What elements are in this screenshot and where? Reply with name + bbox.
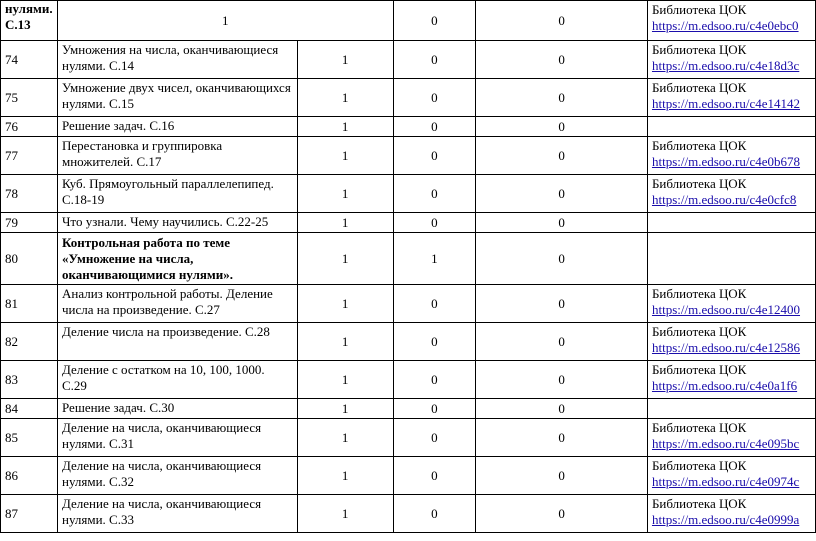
resource-link[interactable]: https://m.edsoo.ru/c4e12586 xyxy=(651,340,801,355)
hours-total: 1 xyxy=(57,1,393,41)
resource-link[interactable]: https://m.edsoo.ru/c4e095bc xyxy=(651,436,800,451)
table-row xyxy=(1,41,816,79)
resource-cell xyxy=(647,361,815,399)
hours-control: 0 xyxy=(393,175,476,213)
hours-total: 1 xyxy=(297,495,393,533)
hours-control: 0 xyxy=(393,213,476,233)
resource-label: Библиотека ЦОК xyxy=(651,2,747,17)
lesson-title: Решение задач. С.16 xyxy=(57,117,297,137)
hours-total: 1 xyxy=(297,233,393,285)
resource-label: Библиотека ЦОК xyxy=(651,324,747,339)
table-row xyxy=(1,175,816,213)
hours-practice: 0 xyxy=(476,419,648,457)
resource-cell xyxy=(647,495,815,533)
hours-total: 1 xyxy=(297,79,393,117)
row-number: 86 xyxy=(1,457,58,495)
hours-control: 0 xyxy=(393,117,476,137)
hours-total: 1 xyxy=(297,213,393,233)
hours-practice: 0 xyxy=(476,175,648,213)
hours-practice: 0 xyxy=(476,1,648,41)
resource-cell xyxy=(647,137,815,175)
resource-link[interactable]: https://m.edsoo.ru/c4e0cfc8 xyxy=(651,192,797,207)
lesson-title: Перестановка и группировка множителей. С.17 xyxy=(57,137,297,175)
resource-label: Библиотека ЦОК xyxy=(651,80,747,95)
table-row xyxy=(1,399,816,419)
table-row xyxy=(1,213,816,233)
hours-practice: 0 xyxy=(476,79,648,117)
table-row xyxy=(1,137,816,175)
resource-label: Библиотека ЦОК xyxy=(651,420,747,435)
resource-link[interactable]: https://m.edsoo.ru/c4e12400 xyxy=(651,302,801,317)
hours-control: 0 xyxy=(393,285,476,323)
row-number: нулями. С.13 xyxy=(1,1,58,41)
table-row xyxy=(1,457,816,495)
row-number: 87 xyxy=(1,495,58,533)
lesson-title: Контрольная работа по теме «Умножение на числа, оканчивающимися нулями». xyxy=(57,233,297,285)
resource-cell xyxy=(647,213,815,233)
hours-practice: 0 xyxy=(476,323,648,361)
resource-cell xyxy=(647,175,815,213)
lesson-title: Деление с остатком на 10, 100, 1000. С.29 xyxy=(57,361,297,399)
hours-total: 1 xyxy=(297,361,393,399)
resource-label: Библиотека ЦОК xyxy=(651,458,747,473)
hours-control: 0 xyxy=(393,79,476,117)
lesson-title: Умножение двух чисел, оканчивающихся нулями. С.15 xyxy=(57,79,297,117)
hours-total: 1 xyxy=(297,137,393,175)
hours-total: 1 xyxy=(297,175,393,213)
resource-label: Библиотека ЦОК xyxy=(651,138,747,153)
resource-cell xyxy=(647,323,815,361)
row-number: 78 xyxy=(1,175,58,213)
resource-label: Библиотека ЦОК xyxy=(651,362,747,377)
lesson-title: Деление на числа, оканчивающиеся нулями. С.33 xyxy=(57,495,297,533)
hours-total: 1 xyxy=(297,323,393,361)
row-number: 74 xyxy=(1,41,58,79)
hours-total: 1 xyxy=(297,457,393,495)
hours-control: 0 xyxy=(393,457,476,495)
hours-total: 1 xyxy=(297,419,393,457)
hours-control: 0 xyxy=(393,1,476,41)
resource-cell xyxy=(647,233,815,285)
resource-link[interactable]: https://m.edsoo.ru/c4e18d3c xyxy=(651,58,800,73)
row-number: 75 xyxy=(1,79,58,117)
table-row xyxy=(1,361,816,399)
resource-link[interactable]: https://m.edsoo.ru/c4e0974c xyxy=(651,474,800,489)
hours-practice: 0 xyxy=(476,457,648,495)
row-number: 76 xyxy=(1,117,58,137)
hours-practice: 0 xyxy=(476,137,648,175)
hours-total: 1 xyxy=(297,41,393,79)
table-row xyxy=(1,1,816,41)
hours-practice: 0 xyxy=(476,41,648,79)
hours-practice: 0 xyxy=(476,495,648,533)
lesson-title: Что узнали. Чему научились. С.22-25 xyxy=(57,213,297,233)
resource-link[interactable]: https://m.edsoo.ru/c4e0999a xyxy=(651,512,800,527)
hours-practice: 0 xyxy=(476,361,648,399)
hours-control: 0 xyxy=(393,361,476,399)
row-number: 79 xyxy=(1,213,58,233)
row-number: 84 xyxy=(1,399,58,419)
table-row xyxy=(1,233,816,285)
row-number: 80 xyxy=(1,233,58,285)
table-row xyxy=(1,117,816,137)
resource-link[interactable]: https://m.edsoo.ru/c4e0a1f6 xyxy=(651,378,798,393)
row-number: 82 xyxy=(1,323,58,361)
hours-practice: 0 xyxy=(476,213,648,233)
row-number: 81 xyxy=(1,285,58,323)
resource-label: Библиотека ЦОК xyxy=(651,286,747,301)
table-row xyxy=(1,79,816,117)
lesson-title: Деление на числа, оканчивающиеся нулями. С.31 xyxy=(57,419,297,457)
resource-link[interactable]: https://m.edsoo.ru/c4e0b678 xyxy=(651,154,801,169)
hours-control: 0 xyxy=(393,399,476,419)
resource-cell xyxy=(647,117,815,137)
resource-label: Библиотека ЦОК xyxy=(651,496,747,511)
row-number: 77 xyxy=(1,137,58,175)
resource-cell xyxy=(647,1,815,41)
resource-label: Библиотека ЦОК xyxy=(651,176,747,191)
hours-control: 0 xyxy=(393,41,476,79)
table-row xyxy=(1,323,816,361)
hours-total: 1 xyxy=(297,399,393,419)
table-row xyxy=(1,495,816,533)
resource-cell xyxy=(647,399,815,419)
lesson-title: Деление числа на произведение. С.28 xyxy=(57,323,297,361)
lesson-title: Решение задач. С.30 xyxy=(57,399,297,419)
resource-cell xyxy=(647,41,815,79)
resource-cell xyxy=(647,285,815,323)
table-row xyxy=(1,285,816,323)
hours-control: 1 xyxy=(393,233,476,285)
hours-total: 1 xyxy=(297,285,393,323)
hours-practice: 0 xyxy=(476,285,648,323)
row-number: 83 xyxy=(1,361,58,399)
hours-practice: 0 xyxy=(476,233,648,285)
resource-cell xyxy=(647,457,815,495)
hours-practice: 0 xyxy=(476,399,648,419)
resource-cell xyxy=(647,419,815,457)
hours-total: 1 xyxy=(297,117,393,137)
resource-cell xyxy=(647,79,815,117)
hours-control: 0 xyxy=(393,137,476,175)
lesson-title: Деление на числа, оканчивающиеся нулями. С.32 xyxy=(57,457,297,495)
lesson-title: Куб. Прямоугольный параллелепипед. С.18-19 xyxy=(57,175,297,213)
hours-control: 0 xyxy=(393,495,476,533)
hours-control: 0 xyxy=(393,323,476,361)
row-number: 85 xyxy=(1,419,58,457)
resource-link[interactable]: https://m.edsoo.ru/c4e14142 xyxy=(651,96,801,111)
resource-label: Библиотека ЦОК xyxy=(651,42,747,57)
hours-practice: 0 xyxy=(476,117,648,137)
resource-link[interactable]: https://m.edsoo.ru/c4e0ebc0 xyxy=(651,18,799,33)
table-row xyxy=(1,419,816,457)
lesson-title: Умножения на числа, оканчивающиеся нулями. С.14 xyxy=(57,41,297,79)
hours-control: 0 xyxy=(393,419,476,457)
lesson-title: Анализ контрольной работы. Деление числа на произведение. С.27 xyxy=(57,285,297,323)
